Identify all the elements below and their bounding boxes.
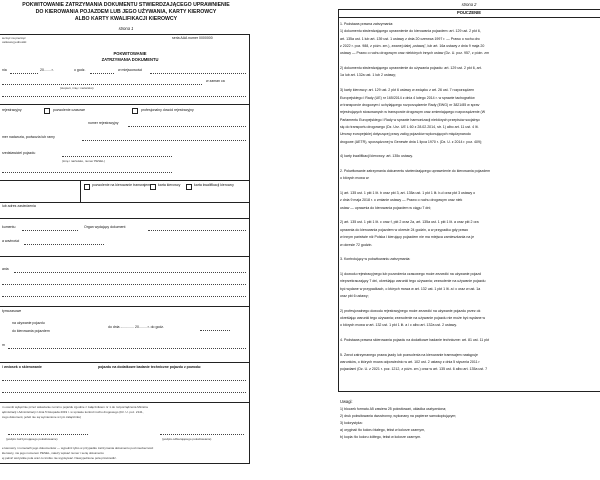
reason-field[interactable]: [14, 272, 246, 273]
remark-2: 2) druk pokwitowania dwustronny, wykonany na papierze samokopiującym;: [340, 414, 457, 418]
reason-label: ania: [2, 267, 9, 271]
divider: [0, 362, 250, 363]
instruction-line: 3) karty kierowcy: art. 129 ust. 2 pkt 6 ustawy w związku z art. 26 ust. 7 rozporządzen: [340, 88, 475, 93]
remark-3b: b) kopia: tło koloru żółtego, tekst w kolorze czarnym.: [340, 435, 422, 439]
instruction-line: 3. Kontrolujący w pokwitowaniu zatrzymania:: [340, 257, 411, 262]
instruction-line: 2) dokumentu stwierdzającego uprawnienie do używania pojazdu: art. 129 ust. 2 pkt 6, art.: [340, 66, 482, 71]
instructions-title: POUCZENIE: [457, 10, 481, 15]
instruction-line: ustaw — uprawnia do kierowania pojazdem w ciągu 7 dni;: [340, 205, 432, 210]
prof-doc-checkbox[interactable]: [132, 108, 138, 114]
tram-permit-label: pozwolenie na kierowanie tramwajem: [92, 183, 151, 187]
qual-card-checkbox[interactable]: [186, 184, 192, 190]
instruction-line: Europejskiego i Rady (UE) nr 165/2014 z dnia 4 lutego 2014 r. w sprawie tachografów: [340, 95, 475, 100]
instruction-line: 1) dokumentu stwierdzającego uprawnienie do kierowania pojazdem: art. 129 ust. 2 pkt 6,: [340, 29, 481, 34]
instruction-line: uprawnia do kierowania pojazdem w okresie 24 godzin, a w przypadku gdy prawo: [340, 227, 469, 232]
receipt-title-1: POKWITOWANIE: [113, 51, 147, 56]
instruction-line: 1) art. 135 ust. 1 pkt 1 lit. b oraz pkt 3, art. 135a ust. 1 pkt 1 lit. b-d oraz pkt 3 ustawy o: [340, 191, 476, 196]
tram-permit-checkbox[interactable]: [84, 184, 90, 190]
instruction-line: oraz pkt 6 ustawy;: [340, 293, 369, 298]
use-vehicle-label: na używanie pojazdu: [12, 321, 45, 325]
instruction-line: być wydane w przypadkach, o których mowa w art. 132 ust. 1 pkt 1 lit. a i c oraz w ust. 1a: [340, 286, 481, 291]
instruction-line: 4. Podstawa prawna skierowania pojazdu na dodatkowe badanie techniczne: art. 81 ust. 11 pkt: [340, 338, 489, 343]
remark-1: 1) bloczek formatu A5 zawiera 25 pokwitowań, okładka usztywniona;: [340, 407, 447, 411]
registration-label: rejestracyjny: [2, 108, 22, 112]
instruction-line: określając warunki tego używania; zezwolenie na używanie pojazdu nie może być wydane w: [340, 316, 486, 320]
divider: [0, 306, 250, 307]
instruction-line: 2. Pokwitowanie zatrzymania dokumentu stwierdzającego uprawnienie do kierowania pojazdem: [340, 169, 491, 173]
owner-label: rzedstawiciel pojazdu: [2, 151, 36, 155]
issuer-signature-line[interactable]: [8, 434, 88, 435]
document-field[interactable]: [22, 230, 78, 231]
receipt-front-page: [0, 0, 252, 480]
instruction-line: w transporcie drogowym i uchylającego rozporządzenie Rady (EWG) nr 3821/85 w sprav: [340, 102, 480, 107]
footnote-3: ej pełnić wszystkie pola oraz co krótko nie wypisywać. Niewypełnione pola przekreślić.: [2, 456, 117, 460]
reason-field-2[interactable]: [2, 284, 246, 285]
day-field[interactable]: [10, 73, 38, 74]
issuer-field[interactable]: [148, 230, 246, 231]
instruction-line: 2) art. 135 ust. 1 pkt 1 lit. c oraz f, pkt 2 oraz 2a, art. 135a ust. 1 pkt 1 lit. a oraz pkt 2 ora: [340, 220, 479, 225]
stamp-label-2: ostkowej jednostki: [2, 40, 27, 44]
instruction-line: 1) dowodu rejestracyjnego lub pozwolenia czasowego może zezwolić na używanie pojazd: [340, 271, 481, 276]
time-label: o godz.: [74, 68, 86, 72]
temp-permit-checkbox[interactable]: [44, 108, 50, 114]
legal-text-2: ądmistracji i Administracji z dnia 5 listopada 2019 r. w sprawie kontroli ruchu drogowego (Dz. U. poz. 2141,: [2, 410, 144, 414]
instruction-line: 2) profesjonalnego dowodu rejestracyjnego może zezwolić na używanie pojazdu przez ok: [340, 308, 481, 313]
officer-field[interactable]: [2, 84, 202, 85]
instruction-line: 4) karty kwalifikacji kierowcy: art. 135c ustawy.: [340, 154, 413, 159]
driver-card-checkbox[interactable]: [150, 184, 156, 190]
divider: [0, 202, 250, 203]
instruction-line: o których mowa w art. 132 ust. 1 pkt 1 lit. a i c albo art. 132a ust. 2 ustawy.: [340, 323, 457, 328]
reg-number-field[interactable]: [128, 126, 246, 127]
divider: [0, 180, 250, 181]
inspection-tail: pojazdu na dodatkowe badanie techniczne pojazdu z powodu:: [98, 365, 202, 369]
rank-hint: (stopień, imię i nazwisko): [60, 86, 94, 90]
footnote-1: e kierowcy i numerach jego dokumentów — wypełnić tylko w przypadku zatrzymania dokumentu pod nieobecność: [2, 446, 154, 450]
conditions-field[interactable]: [8, 348, 246, 349]
temp-permit-label: pozwolenie czasowe: [53, 108, 86, 112]
instruction-line: z 2022 r. poz. 988, z późn. zm.), zwanej dalej „ustawą”, lub art. 16a ustawy z dnia 9 maja 20: [340, 44, 485, 49]
instruction-line: Parlamentu Europejskiego i Rady w sprawie harmonizacji niektórych przepisów socjalnyc: [340, 117, 480, 122]
vin-label: mer nadwozia, podwozia lub ramy: [2, 135, 55, 139]
owner-field[interactable]: [62, 156, 172, 157]
serial-number: seria AAA numer 0000000: [172, 36, 213, 40]
instruction-line: 1a lub art. 132a ust. 1 lub 2 ustawy;: [340, 73, 396, 78]
driver-card-label: karta kierowcy: [158, 183, 181, 187]
year-field[interactable]: 20....... r.: [40, 68, 54, 72]
address-label: lub adres zasiedzenia: [2, 204, 36, 208]
page-label: strona 1: [118, 26, 134, 31]
divider: [0, 256, 250, 257]
form-header-line-1: POKWITOWANIE ZATRZYMANIA DOKUMENTU STWIERDZAJĄCEGO UPRAWNIENIE: [22, 2, 230, 8]
instruction-line: art. 135a ust. 1 lub art. 139 ust. 1 ustawy z dnia 20 czerwca 1997 r. — Prawo o ruchu dro: [340, 36, 480, 41]
remarks-title: Uwagi:: [340, 399, 353, 404]
prof-doc-label: profesjonalny dowód rejestracyjny: [141, 108, 194, 112]
inspection-field[interactable]: [2, 380, 246, 381]
until-time-field[interactable]: [200, 330, 230, 331]
footnote-2: kierowcy, nie jego numerem PESEL, należy wpisać numer i serię dokumentu: [2, 451, 104, 455]
divider: [80, 180, 81, 202]
drive-vehicle-label: do kierowania pojazdem: [12, 329, 50, 333]
qual-card-label: karta kwalifikacji kierowcy: [194, 183, 234, 187]
legal-text-1: m oceniti wyłącznie przez wskazanie nomrnu pojazdu zgodnie z załącznikiem nr 1 do rozporządzenia Ministra: [2, 405, 148, 409]
reg-number-label: numer rejestracyjny: [88, 121, 119, 125]
instruction-line: w okresie 72 godzin.: [340, 242, 373, 247]
instruction-line: się do transportu drogowego (Dz. Urz. UE L 60 z 28.02.2014, str. 1) albo art. 11 ust. 4 lit.: [340, 124, 479, 129]
receiver-signature-label: (podpis odbierającego pokwitowanie): [162, 437, 212, 441]
divider: [0, 104, 250, 105]
officer-field-2[interactable]: [2, 96, 246, 97]
page-label: strona 2: [461, 2, 477, 7]
owner-hint: (imię i nazwisko, numer PESEL): [62, 159, 105, 163]
instruction-line: o których mowa w:: [340, 176, 370, 181]
zaman-label: w zaman ca: [206, 79, 225, 83]
receipt-back-page: [338, 0, 600, 480]
form-header-line-2: DO KIEROWANIA POJAZDEM LUB JEGO UŻYWANIA, KARTY KIEROWCY: [35, 9, 217, 15]
date-prefix: nia: [2, 68, 7, 72]
form-header-line-3: ALBO KARTY KWALIFIKACJI KIEROWCY: [74, 16, 178, 22]
drive-ref: m: [2, 343, 5, 347]
place-label: w miejscowości: [118, 68, 143, 72]
instruction-line: z dnia 9 maja 2018 r. o zmianie ustawy — Prawo o ruchu drogowym oraz niek: [340, 198, 463, 203]
document-label: kumentu: [2, 225, 16, 229]
legal-text-3: zego dokument, jeżeli nie są wymienione w tym załączniku): [2, 415, 82, 419]
instruction-line: nieprzekraczający 7 dni, określając warunki tego używania; zezwolenie na używanie pojazdu: [340, 279, 486, 284]
issuer-signature-label: (podpis zatrzymującego pokwitowanie): [6, 437, 58, 441]
receipt-title-2: ZATRZYMANIA DOKUMENTU: [101, 57, 159, 62]
issuer-label: Organ wydający dokument: [84, 225, 126, 229]
instruction-line: warunków, o których mowa odpowiednio w art. 102 ust. 2 ustawy z dnia 5 stycznia 2011 r: [340, 360, 480, 365]
title-divider: [338, 17, 600, 18]
instruction-line: 1. Podstawa prawna zatrzymania:: [340, 22, 394, 26]
expiry-field[interactable]: [24, 244, 104, 245]
stamp-label-1: ieczęć na pieczęć: [2, 36, 26, 40]
divider: [0, 218, 250, 219]
owner-field-2[interactable]: [2, 172, 172, 173]
divider: [0, 402, 250, 403]
inspection-label: / wniosek o skierowanie: [2, 365, 42, 369]
form-frame: [0, 34, 250, 464]
reason-field-3[interactable]: [2, 296, 246, 297]
instruction-line: pojazdami (Dz. U. z 2021 r. poz. 1212, z późn. zm.) oraz w art. 135 ust. 6 albo art. 135a ust. 7: [340, 367, 488, 372]
until-field[interactable]: do dnia .............. 20........ r. do godz.: [108, 325, 165, 329]
temporary-label: tymczasowe: [2, 309, 22, 313]
instruction-line: 5. Zwrot zatrzymanego prawa jazdy lub pozwolenia na kierowanie tramwajem następuje: [340, 352, 479, 357]
instruction-line: drogowe (AETR), sporządzonej w Genewie dnia 1 lipca 1970 r. (Dz. U. z 2014 r. poz. 409);: [340, 139, 483, 144]
instruction-line: ustawy — Prawo o ruchu drogowym oraz niektórych innych ustaw (Dz. U. poz. 957, z późn. zm: [340, 51, 490, 56]
remark-3a: a) oryginał: tło koloru białego, tekst w kolorze czarnym,: [340, 428, 426, 432]
place-field[interactable]: [150, 73, 246, 74]
instruction-line: w innym państwie niż Polska i kierujący pojazdem nie ma miejsca zamieszkania na je: [340, 235, 475, 240]
time-field[interactable]: [90, 73, 114, 74]
instruction-line: Umowy europejskiej dotyczącej pracy załóg pojazdów wykonujących międzynarodo: [340, 132, 471, 137]
instruction-line: rejestrujących stosowanych w transporcie drogowym oraz zmieniającego rozporządzenie (W: [340, 110, 486, 115]
expiry-label: a ważności: [2, 239, 20, 243]
inspection-field-2[interactable]: [2, 392, 246, 393]
receiver-signature-line[interactable]: [160, 434, 244, 435]
remark-3: 3) kolorystyka:: [340, 421, 363, 425]
vin-field[interactable]: [82, 140, 246, 141]
